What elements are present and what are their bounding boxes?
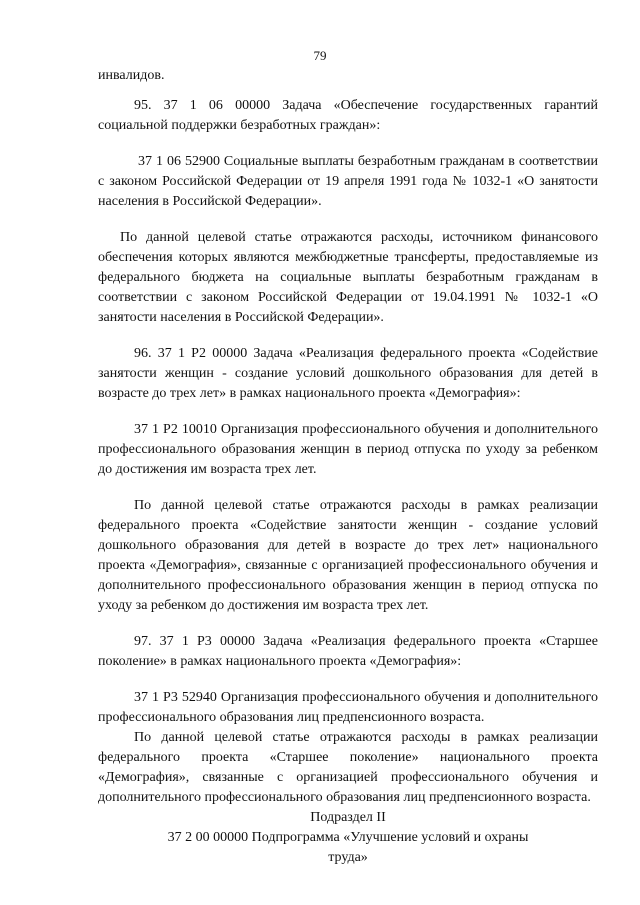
paragraph-continuation: инвалидов. — [98, 68, 165, 83]
paragraph-article-37106-52900-description: По данной целевой статье отражаются расходы, источником финансового обеспечения которых являются межбюджетные трансферты, предоставляемые из федерального бюджета на социальные выплаты безработным гражданам в соответствии с законом Российской Федерации от 19.04.1991 № 1032-1 «О занятости населения в Российской Федерации». — [98, 230, 598, 325]
paragraph-article-371p3-52940: 37 1 Р3 52940 Организация профессионального обучения и дополнительного профессионального образования лиц предпенсионного возраста. — [98, 690, 598, 725]
document-body — [98, 66, 598, 868]
paragraph-article-371p3-52940-description: По данной целевой статье отражаются расходы в рамках реализации федерального проекта «Старшее поколение» национального проекта «Демография», связанные с организацией профессионального обучения и дополнительного профессионального образования лиц предпенсионного возраста. — [98, 730, 598, 805]
paragraph-article-371p2-10010-description: По данной целевой статье отражаются расходы в рамках реализации федерального проекта «Содействие занятости женщин - создание условий дошкольного образования для детей в возрасте до трех лет» национального проекта «Демография», связанные с организацией профессионального обучения и дополнительного профессионального образования женщин в период отпуска по уходу за ребенком до достижения им возраста трех лет. — [98, 498, 598, 613]
subsection-heading: 37 2 00 00000 Подпрограмма «Улучшение условий и охраны труда» — [167, 830, 529, 865]
paragraph-article-37106-52900: 37 1 06 52900 Социальные выплаты безработным гражданам в соответствии с законом Российской Федерации от 19 апреля 1991 года № 1032-1 «О занятости населения в Российской Федерации». — [98, 154, 598, 209]
subsection-title: Подраздел II — [310, 810, 386, 825]
paragraph-task-96: 96. 37 1 Р2 00000 Задача «Реализация федерального проекта «Содействие занятости женщин - создание условий дошкольного образования для детей в возрасте до трех лет» в рамках национального проекта «Демография»: — [98, 346, 598, 401]
paragraph-task-95: 95. 37 1 06 00000 Задача «Обеспечение государственных гарантий социальной поддержки безработных граждан»: — [98, 98, 598, 133]
paragraph-task-97: 97. 37 1 Р3 00000 Задача «Реализация федерального проекта «Старшее поколение» в рамках национального проекта «Демография»: — [98, 634, 598, 669]
paragraph-article-371p2-10010: 37 1 Р2 10010 Организация профессионального обучения и дополнительного профессионального образования женщин в период отпуска по уходу за ребенком до достижения им возраста трех лет. — [98, 422, 598, 477]
page-number: 79 — [313, 48, 327, 63]
